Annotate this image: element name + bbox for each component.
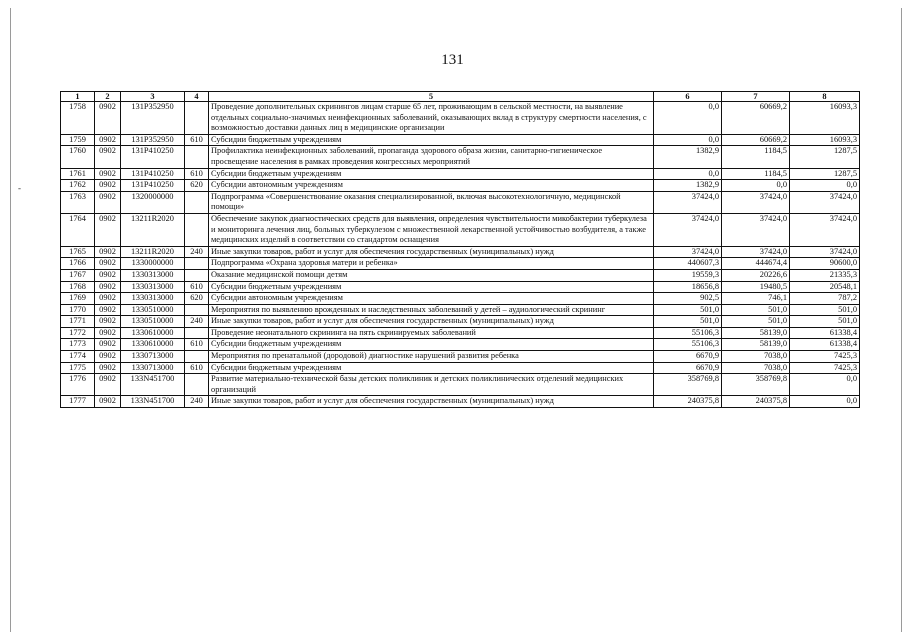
description-cell: Субсидии автономным учреждениям: [209, 293, 654, 305]
amount-col6-cell: 55106,3: [654, 339, 722, 351]
expense-type-cell: [185, 146, 209, 168]
table-row: [61, 339, 860, 351]
section-code-cell: 0902: [95, 374, 121, 396]
amount-col8-cell: 37424,0: [790, 213, 860, 246]
section-code-cell: 0902: [95, 304, 121, 316]
table-row: [61, 213, 860, 246]
amount-col7-cell: 37424,0: [722, 191, 790, 213]
expense-type-cell: 620: [185, 180, 209, 192]
target-article-cell: 1330510000: [121, 316, 185, 328]
section-code-cell: 0902: [95, 134, 121, 146]
expense-type-cell: [185, 213, 209, 246]
target-article-cell: 1330610000: [121, 327, 185, 339]
table-row: [61, 351, 860, 363]
description-cell: Проведение дополнительных скринингов лицам старше 65 лет, проживающим в сельской местности, на выявление отдельных социально-значимых неинфекционных заболеваний, оказывающих вклад в структуру смертности населения, с возможностью доставки данных лиц в медицинские организации: [209, 102, 654, 135]
table-row: [61, 134, 860, 146]
description-cell: Субсидии бюджетным учреждениям: [209, 362, 654, 374]
section-code-cell: 0902: [95, 213, 121, 246]
section-code-cell: 0902: [95, 102, 121, 135]
section-code-cell: 0902: [95, 168, 121, 180]
budget-table: [60, 91, 860, 408]
table-row: [61, 327, 860, 339]
amount-col8-cell: 61338,4: [790, 339, 860, 351]
amount-col8-cell: 20548,1: [790, 281, 860, 293]
target-article-cell: 1330000000: [121, 258, 185, 270]
description-cell: Субсидии бюджетным учреждениям: [209, 281, 654, 293]
row-number-cell: 1763: [61, 191, 95, 213]
amount-col6-cell: 240375,8: [654, 396, 722, 408]
amount-col7-cell: 0,0: [722, 180, 790, 192]
expense-type-cell: [185, 191, 209, 213]
table-header-row: [61, 92, 860, 102]
expense-type-cell: [185, 269, 209, 281]
row-number-cell: 1758: [61, 102, 95, 135]
amount-col8-cell: 16093,3: [790, 134, 860, 146]
scan-frame-right: [901, 8, 902, 632]
amount-col6-cell: 6670,9: [654, 362, 722, 374]
amount-col8-cell: 16093,3: [790, 102, 860, 135]
description-cell: Субсидии бюджетным учреждениям: [209, 134, 654, 146]
target-article-cell: 131P352950: [121, 134, 185, 146]
amount-col7-cell: 501,0: [722, 316, 790, 328]
row-number-cell: 1774: [61, 351, 95, 363]
col-header-2: 2: [95, 92, 121, 102]
amount-col7-cell: 501,0: [722, 304, 790, 316]
amount-col6-cell: 358769,8: [654, 374, 722, 396]
amount-col8-cell: 1287,5: [790, 168, 860, 180]
amount-col6-cell: 18656,8: [654, 281, 722, 293]
section-code-cell: 0902: [95, 146, 121, 168]
amount-col8-cell: 90600,0: [790, 258, 860, 270]
col-header-3: 3: [121, 92, 185, 102]
amount-col7-cell: 60669,2: [722, 102, 790, 135]
row-number-cell: 1771: [61, 316, 95, 328]
amount-col8-cell: 0,0: [790, 374, 860, 396]
table-row: [61, 281, 860, 293]
amount-col7-cell: 7038,0: [722, 351, 790, 363]
expense-type-cell: 620: [185, 293, 209, 305]
col-header-5: 5: [209, 92, 654, 102]
amount-col6-cell: 55106,3: [654, 327, 722, 339]
description-cell: Субсидии автономным учреждениям: [209, 180, 654, 192]
amount-col8-cell: 0,0: [790, 396, 860, 408]
table-row: [61, 191, 860, 213]
section-code-cell: 0902: [95, 316, 121, 328]
expense-type-cell: [185, 374, 209, 396]
expense-type-cell: 240: [185, 246, 209, 258]
description-cell: Развитие материально-технической базы детских поликлиник и детских поликлинических отделений медицинских организаций: [209, 374, 654, 396]
section-code-cell: 0902: [95, 246, 121, 258]
table-row: [61, 374, 860, 396]
description-cell: Иные закупки товаров, работ и услуг для обеспечения государственных (муниципальных) нужд: [209, 316, 654, 328]
target-article-cell: 131P410250: [121, 180, 185, 192]
expense-type-cell: 610: [185, 362, 209, 374]
row-number-cell: 1773: [61, 339, 95, 351]
row-number-cell: 1775: [61, 362, 95, 374]
table-row: [61, 146, 860, 168]
expense-type-cell: 610: [185, 281, 209, 293]
amount-col6-cell: 501,0: [654, 316, 722, 328]
row-number-cell: 1765: [61, 246, 95, 258]
amount-col6-cell: 501,0: [654, 304, 722, 316]
amount-col6-cell: 0,0: [654, 168, 722, 180]
description-cell: Субсидии бюджетным учреждениям: [209, 168, 654, 180]
amount-col7-cell: 7038,0: [722, 362, 790, 374]
amount-col8-cell: 0,0: [790, 180, 860, 192]
target-article-cell: 13211R2020: [121, 246, 185, 258]
row-number-cell: 1772: [61, 327, 95, 339]
expense-type-cell: [185, 327, 209, 339]
table-row: [61, 180, 860, 192]
target-article-cell: 1330713000: [121, 351, 185, 363]
amount-col8-cell: 7425,3: [790, 351, 860, 363]
amount-col7-cell: 746,1: [722, 293, 790, 305]
amount-col8-cell: 21335,3: [790, 269, 860, 281]
section-code-cell: 0902: [95, 351, 121, 363]
amount-col8-cell: 1287,5: [790, 146, 860, 168]
amount-col8-cell: 501,0: [790, 304, 860, 316]
target-article-cell: 13211R2020: [121, 213, 185, 246]
table-row: [61, 258, 860, 270]
table-row: [61, 293, 860, 305]
description-cell: Иные закупки товаров, работ и услуг для обеспечения государственных (муниципальных) нужд: [209, 246, 654, 258]
expense-type-cell: [185, 258, 209, 270]
amount-col7-cell: 60669,2: [722, 134, 790, 146]
amount-col7-cell: 1184,5: [722, 168, 790, 180]
table-row: [61, 362, 860, 374]
table-row: [61, 396, 860, 408]
amount-col6-cell: 0,0: [654, 102, 722, 135]
section-code-cell: 0902: [95, 191, 121, 213]
amount-col7-cell: 1184,5: [722, 146, 790, 168]
row-number-cell: 1759: [61, 134, 95, 146]
amount-col7-cell: 37424,0: [722, 246, 790, 258]
amount-col8-cell: 37424,0: [790, 246, 860, 258]
target-article-cell: 131P410250: [121, 168, 185, 180]
col-header-4: 4: [185, 92, 209, 102]
description-cell: Профилактика неинфекционных заболеваний, пропаганда здорового образа жизни, санитарно-гигиеническое просвещение населения в рамках проведения конгрессных мероприятий: [209, 146, 654, 168]
row-number-cell: 1764: [61, 213, 95, 246]
expense-type-cell: 610: [185, 134, 209, 146]
target-article-cell: 1320000000: [121, 191, 185, 213]
col-header-8: 8: [790, 92, 860, 102]
row-number-cell: 1770: [61, 304, 95, 316]
page-number: 131: [441, 52, 464, 68]
amount-col7-cell: 444674,4: [722, 258, 790, 270]
section-code-cell: 0902: [95, 269, 121, 281]
row-number-cell: 1762: [61, 180, 95, 192]
amount-col8-cell: 501,0: [790, 316, 860, 328]
amount-col8-cell: 37424,0: [790, 191, 860, 213]
row-number-cell: 1761: [61, 168, 95, 180]
amount-col7-cell: 58139,0: [722, 327, 790, 339]
amount-col6-cell: 0,0: [654, 134, 722, 146]
amount-col7-cell: 19480,5: [722, 281, 790, 293]
amount-col7-cell: 20226,6: [722, 269, 790, 281]
scan-frame-left: [10, 8, 11, 632]
amount-col6-cell: 1382,9: [654, 180, 722, 192]
description-cell: Обеспечение закупок диагностических средств для выявления, определения чувствительности микобактерии туберкулеза и мониторинга лечения лиц, больных туберкулезом с множественной лекарственной устойчивостью возбудителя, а также медицинских изделий в соответствии со стандартом оснащения: [209, 213, 654, 246]
table-row: [61, 269, 860, 281]
description-cell: Проведение неонатального скрининга на пять скринируемых заболеваний: [209, 327, 654, 339]
section-code-cell: 0902: [95, 258, 121, 270]
table-row: [61, 304, 860, 316]
amount-col6-cell: 902,5: [654, 293, 722, 305]
section-code-cell: 0902: [95, 362, 121, 374]
target-article-cell: 1330313000: [121, 281, 185, 293]
table-row: [61, 246, 860, 258]
expense-type-cell: 610: [185, 339, 209, 351]
table-row: [61, 102, 860, 135]
row-number-cell: 1776: [61, 374, 95, 396]
col-header-6: 6: [654, 92, 722, 102]
amount-col7-cell: 37424,0: [722, 213, 790, 246]
amount-col8-cell: 787,2: [790, 293, 860, 305]
target-article-cell: 131P410250: [121, 146, 185, 168]
description-cell: Иные закупки товаров, работ и услуг для обеспечения государственных (муниципальных) нужд: [209, 396, 654, 408]
amount-col6-cell: 37424,0: [654, 213, 722, 246]
section-code-cell: 0902: [95, 396, 121, 408]
amount-col7-cell: 358769,8: [722, 374, 790, 396]
section-code-cell: 0902: [95, 293, 121, 305]
table-row: [61, 168, 860, 180]
description-cell: Мероприятия по выявлению врожденных и наследственных заболеваний у детей – аудиологический скрининг: [209, 304, 654, 316]
row-number-cell: 1768: [61, 281, 95, 293]
expense-type-cell: 240: [185, 396, 209, 408]
section-code-cell: 0902: [95, 327, 121, 339]
margin-mark: -: [18, 183, 21, 193]
description-cell: Подпрограмма «Охрана здоровья матери и ребенка»: [209, 258, 654, 270]
expense-type-cell: [185, 351, 209, 363]
table-row: [61, 316, 860, 328]
target-article-cell: 133N451700: [121, 374, 185, 396]
target-article-cell: 133N451700: [121, 396, 185, 408]
amount-col6-cell: 440607,3: [654, 258, 722, 270]
row-number-cell: 1767: [61, 269, 95, 281]
description-cell: Оказание медицинской помощи детям: [209, 269, 654, 281]
row-number-cell: 1769: [61, 293, 95, 305]
amount-col8-cell: 7425,3: [790, 362, 860, 374]
description-cell: Субсидии бюджетным учреждениям: [209, 339, 654, 351]
expense-type-cell: [185, 304, 209, 316]
target-article-cell: 1330510000: [121, 304, 185, 316]
section-code-cell: 0902: [95, 180, 121, 192]
amount-col8-cell: 61338,4: [790, 327, 860, 339]
col-header-1: 1: [61, 92, 95, 102]
target-article-cell: 1330610000: [121, 339, 185, 351]
target-article-cell: 1330313000: [121, 269, 185, 281]
target-article-cell: 1330313000: [121, 293, 185, 305]
amount-col6-cell: 19559,3: [654, 269, 722, 281]
row-number-cell: 1777: [61, 396, 95, 408]
section-code-cell: 0902: [95, 339, 121, 351]
amount-col7-cell: 240375,8: [722, 396, 790, 408]
expense-type-cell: 610: [185, 168, 209, 180]
description-cell: Подпрограмма «Совершенствование оказания специализированной, включая высокотехнологичную, медицинской помощи»: [209, 191, 654, 213]
amount-col7-cell: 58139,0: [722, 339, 790, 351]
row-number-cell: 1766: [61, 258, 95, 270]
amount-col6-cell: 1382,9: [654, 146, 722, 168]
target-article-cell: 131P352950: [121, 102, 185, 135]
col-header-7: 7: [722, 92, 790, 102]
description-cell: Мероприятия по пренатальной (дородовой) диагностике нарушений развития ребенка: [209, 351, 654, 363]
expense-type-cell: [185, 102, 209, 135]
section-code-cell: 0902: [95, 281, 121, 293]
amount-col6-cell: 6670,9: [654, 351, 722, 363]
expense-type-cell: 240: [185, 316, 209, 328]
amount-col6-cell: 37424,0: [654, 191, 722, 213]
amount-col6-cell: 37424,0: [654, 246, 722, 258]
target-article-cell: 1330713000: [121, 362, 185, 374]
row-number-cell: 1760: [61, 146, 95, 168]
